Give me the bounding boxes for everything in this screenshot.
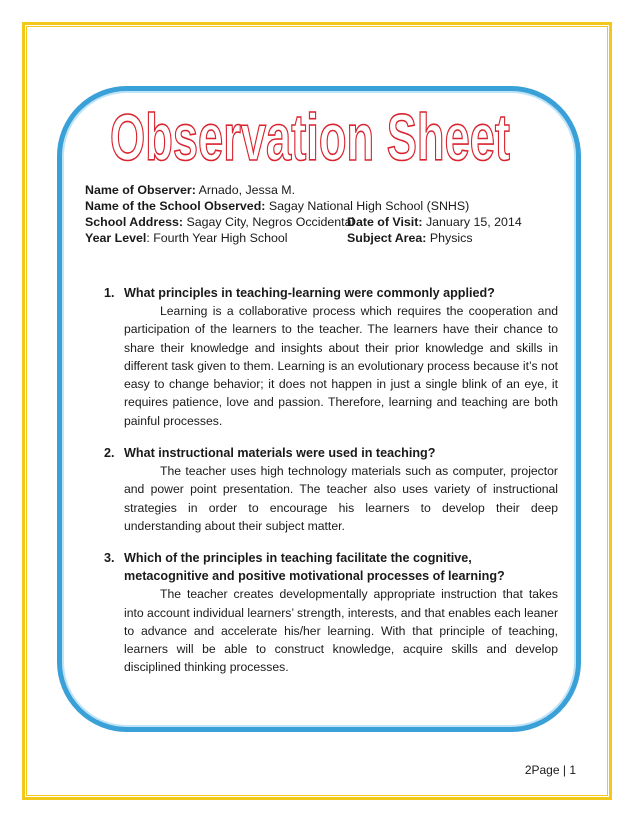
year-label: Year Level (85, 231, 147, 245)
answer-text: The teacher creates developmentally appropriate instruction that takes into account individual learners’ strength, interests, and that enables each leaner to advance and accelerate his/her learning. With that principle of teaching, learners will be able to construct knowledge, acquire skills and develop disciplined thinking processes. (124, 587, 558, 675)
observer-row (85, 182, 545, 198)
question-item (104, 444, 558, 535)
address-row (85, 214, 545, 230)
question-text: What instructional materials were used in teaching? (124, 446, 436, 461)
page-number: 2Page | 1 (524, 763, 576, 777)
subject-label: Subject Area: (347, 231, 427, 245)
school-row (85, 198, 545, 214)
question-number: 2. (104, 446, 115, 461)
address-value: Sagay City, Negros Occidental (183, 215, 355, 229)
subject-value: Physics (426, 231, 473, 245)
question-number: 1. (104, 286, 115, 300)
date-value: January 15, 2014 (422, 215, 522, 229)
address-label: School Address: (85, 215, 183, 229)
question-number: 3. (104, 551, 115, 566)
observer-info (85, 182, 545, 246)
school-label: Name of the School Observed: (85, 199, 266, 213)
page-title (100, 100, 520, 174)
observer-label: Name of Observer: (85, 183, 196, 197)
school-value: Sagay National High School (SNHS) (265, 199, 470, 213)
question-item (104, 284, 558, 430)
year-row (85, 230, 545, 246)
question-text: What principles in teaching-learning were commonly applied? (124, 286, 495, 300)
date-label: Date of Visit: (347, 215, 423, 229)
page-title-text: Observation Sheet (110, 100, 511, 174)
year-value: : Fourth Year High School (146, 231, 288, 245)
observer-value: Arnado, Jessa M. (195, 183, 296, 197)
question-item (104, 549, 558, 676)
answer-text: The teacher uses high technology materials such as computer, projector and power point presentation. The teacher also uses variety of instructional strategies in order to encourage his learners to develop their deep understanding about their subject matter. (124, 464, 558, 533)
question-list (104, 284, 558, 691)
answer-text: Learning is a collaborative process which requires the cooperation and participation of the learners to the teacher. The learners have their chance to share their knowledge and insights about their prior knowledge and skills in different task given to them. Learning is an evolutionary process because it’s not easy to change behavior; it does not happen in just a single blink of an eye, it requires patience, love and passion. Therefore, learning and teaching are both painful processes. (124, 304, 558, 428)
question-text: Which of the principles in teaching facilitate the cognitive, metacognitive and positive motivational processes of learning? (124, 551, 505, 584)
